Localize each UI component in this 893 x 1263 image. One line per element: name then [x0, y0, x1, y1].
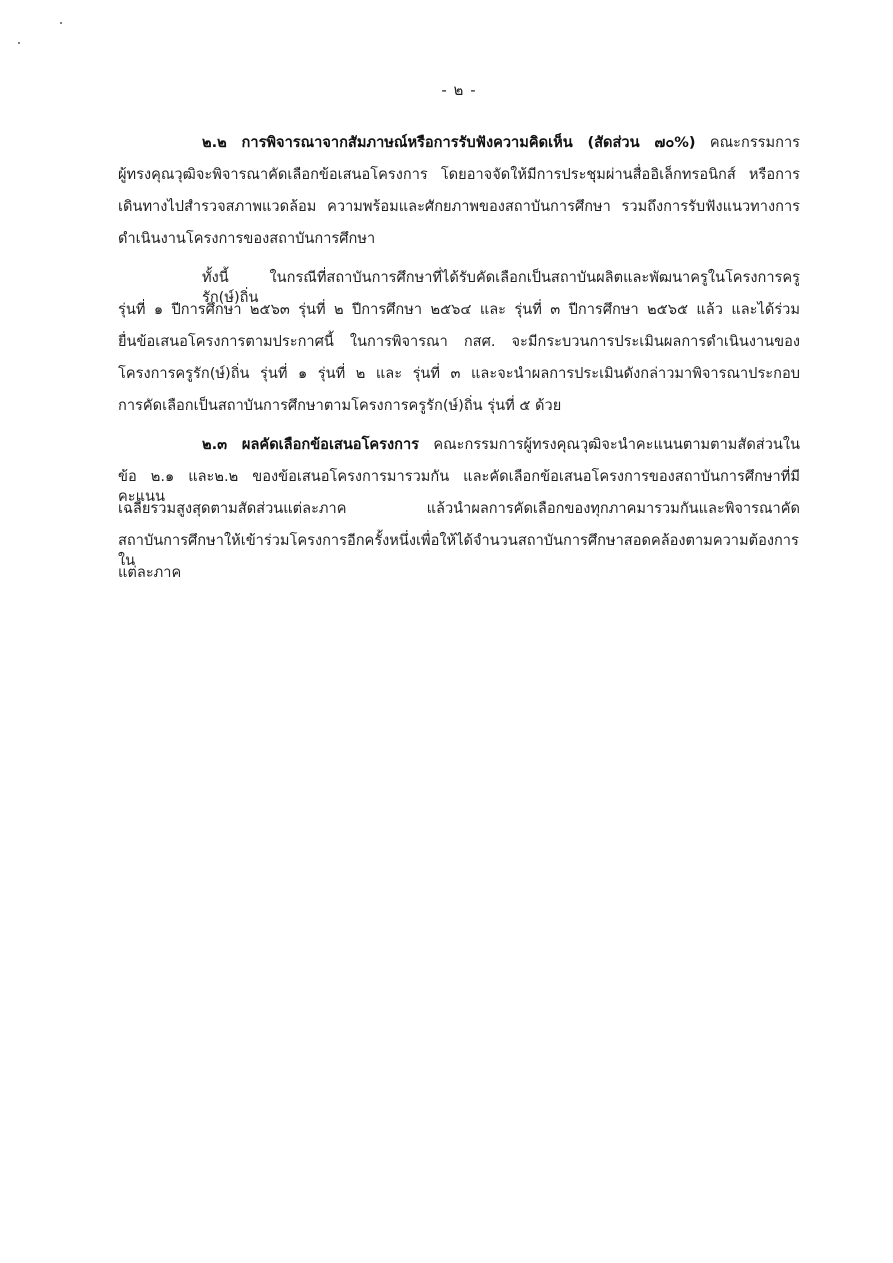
- note-line-3: ยื่นข้อเสนอโครงการตามประกาศนี้ ในการพิจารณา กสศ. จะมีกระบวนการประเมินผลการดำเนินงานของ: [118, 333, 800, 350]
- section-2-3-line-1: [202, 435, 800, 455]
- section-2-2-heading: ๒.๒ การพิจารณาจากสัมภาษณ์หรือการรับฟังความคิดเห็น (สัดส่วน ๗๐%): [202, 134, 696, 151]
- page-number: - ๒ -: [441, 81, 477, 99]
- section-2-2-line-1: [202, 133, 800, 153]
- note-line-1: ทั้งนี้ ในกรณีที่สถาบันการศึกษาที่ได้รับคัดเลือกเป็นสถาบันผลิตและพัฒนาครูในโครงการครูรัก(ษ์)ถิ่น: [202, 269, 800, 306]
- section-2-3-heading: ๒.๓ ผลคัดเลือกข้อเสนอโครงการ: [202, 436, 420, 453]
- section-2-3-line-5: แต่ละภาค: [118, 564, 182, 581]
- note-line-5: การคัดเลือกเป็นสถาบันการศึกษาตามโครงการครูรัก(ษ์)ถิ่น รุ่นที่ ๕ ด้วย: [118, 397, 562, 414]
- note-line-4: โครงการครูรัก(ษ์)ถิ่น รุ่นที่ ๑ รุ่นที่ ๒ และ รุ่นที่ ๓ และจะนำผลการประเมินดังกล่าวมาพิจารณาประกอบ: [118, 365, 800, 382]
- section-2-2-line-2: ผู้ทรงคุณวุฒิจะพิจารณาคัดเลือกข้อเสนอโครงการ โดยอาจจัดให้มีการประชุมผ่านสื่ออิเล็กทรอนิกส์ หรือการ: [118, 166, 800, 183]
- section-2-3-line-4: สถาบันการศึกษาให้เข้าร่วมโครงการอีกครั้งหนึ่งเพื่อให้ได้จำนวนสถาบันการศึกษาสอดคล้องตามความต้องการใน: [118, 532, 799, 569]
- scan-speck: [18, 42, 20, 44]
- section-2-3-line-3: เฉลี่ยรวมสูงสุดตามสัดส่วนแต่ละภาค แล้วนำผลการคัดเลือกของทุกภาคมารวมกันและพิจารณาคัด: [118, 500, 800, 517]
- section-2-3-line-2: ข้อ ๒.๑ และ๒.๒ ของข้อเสนอโครงการมารวมกัน และคัดเลือกข้อเสนอโครงการของสถาบันการศึกษาที่มีคะแนน: [118, 468, 800, 505]
- section-2-2-line-4: ดำเนินงานโครงการของสถาบันการศึกษา: [118, 230, 376, 247]
- note-line-2: รุ่นที่ ๑ ปีการศึกษา ๒๕๖๓ รุ่นที่ ๒ ปีการศึกษา ๒๕๖๔ และ รุ่นที่ ๓ ปีการศึกษา ๒๕๖๕ แล้ว และได้ร่วม: [118, 301, 800, 318]
- section-2-3-line-1-rest: คณะกรรมการผู้ทรงคุณวุฒิจะนำคะแนนตามตามสัดส่วนใน: [419, 436, 800, 453]
- section-2-2-line-1-rest: คณะกรรมการ: [695, 134, 800, 151]
- scan-speck: [60, 22, 62, 24]
- section-2-2-line-3: เดินทางไปสำรวจสภาพแวดล้อม ความพร้อมและศักยภาพของสถาบันการศึกษา รวมถึงการรับฟังแนวทางการ: [118, 198, 800, 215]
